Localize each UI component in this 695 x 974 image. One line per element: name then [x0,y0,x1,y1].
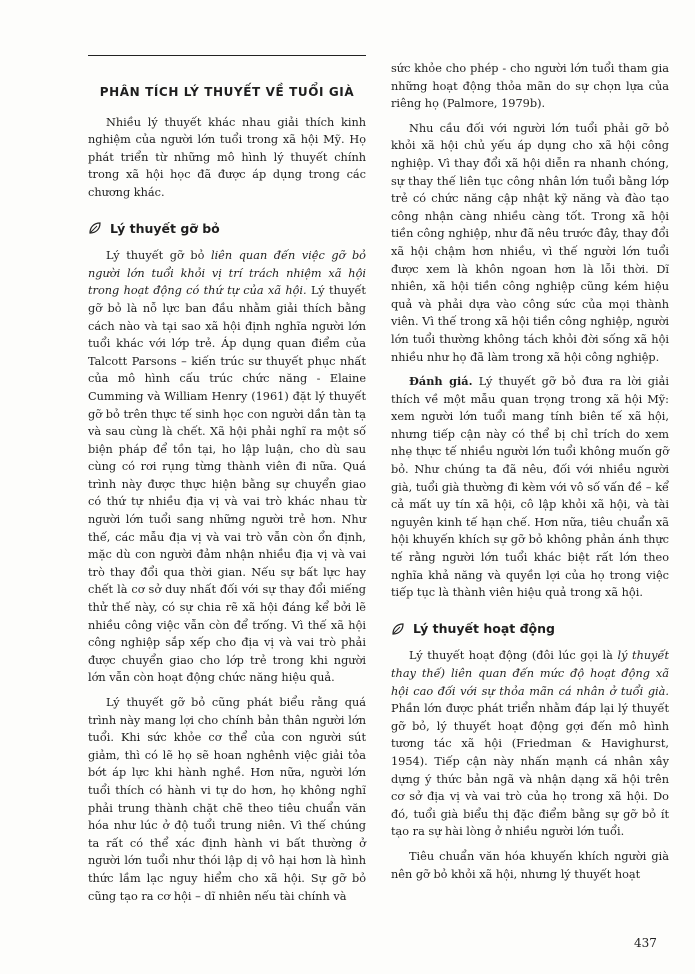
leaf-bullet-icon [391,622,405,636]
section-title: PHÂN TÍCH LÝ THUYẾT VỀ TUỔI GIÀ [99,85,355,99]
disengagement-definition: liên quan đến việc gỡ bỏ người lớn tuổi khỏi vị trí trách nhiệm xã hội trong hoạt động có thứ tự của xã hội. [88,249,366,298]
activity-paragraph-2: Tiêu chuẩn văn hóa khuyến khích người già nên gỡ bỏ khỏi xã hội, nhưng lý thuyết hoạt [391,849,669,881]
intro-paragraph: Nhiều lý thuyết khác nhau giải thích kinh nghiệm của người lớn tuổi trong xã hội Mỹ. Họ phát triển từ những mô hình lý thuyết chính trong xã hội học đã được áp dụng trong các chương khác. [88,115,366,199]
top-rule [88,55,366,56]
evaluation-label: Đánh giá. [409,374,473,389]
disengagement-paragraph-1: Lý thuyết gỡ bỏ liên quan đến việc gỡ bỏ người lớn tuổi khỏi vị trí trách nhiệm xã hội trong hoạt động có thứ tự của xã hội. Lý thuyết gỡ bỏ là nỗ lực ban đầu nhằm giải thích bằng cách nào và tại sao xã hội định nghĩa người lớn tuổi khác với lớp trẻ. Áp dụng quan điểm của Talcott Parsons – kiến trúc sư thuyết phục nhất của mô hình cấu trúc chức năng - Elaine Cumming và William Henry (1961) đặt lý thuyết gỡ bỏ trên thực tế sinh học con người dần tàn tạ và sau cùng là chết. Xã hội phải nghĩ ra một số biện pháp để tồn tại, ho lập luận, cho dù sau cùng có rơi rụng từng thành viên đi nữa. Quá trình này được thực hiện bằng sự chuyển giao có thứ tự nhiều địa vị và vai trò khác nhau từ người lớn tuổi sang những người trẻ hơn. Như thế, các mẫu địa vị và vai trò vẫn còn ổn định, mặc dù con người đảm nhận nhiều địa vị và vai trò thay đổi qua thời gian. Nếu sự bất lực hay chết là cơ sở duy nhất đối với sự thay đổi miếng thử thế này, có sự chia rẽ xã hội đáng kể bởi lẽ nhiều công việc vẫn còn để trống. Vì thế xã hội công nghiệp sắp xếp cho địa vị và vai trò phải được chuyển giao cho lớp trẻ trong khi người lớn vẫn còn hoạt động chức năng hiệu quả. [88,249,366,685]
evaluation-paragraph: Đánh giá. Lý thuyết gỡ bỏ đưa ra lời giải thích về một mẫu quan trọng trong xã hội Mỹ: xem người lớn tuổi mang tính biên tế xã hội, nhưng tiếp cận này có thể bị chỉ trích do xem nhẹ thực tế nhiều người lớn tuổi không muốn gỡ bỏ. Như chúng ta đã nêu, đối với nhiều người già, tuổi già thường đi kèm với vô số vấn đề – kể cả mất uy tín xã hội, cô lập khỏi xã hội, và tài nguyên kinh tế hạn chế. Hơn nữa, tiêu chuẩn xã hội khuyến khích sự gỡ bỏ không phản ánh thực tế rằng người lớn tuổi khác biệt rất lớn theo nghĩa khả năng và quyền lợi của họ trong việc tiếp tục là thành viên hiệu quả trong xã hội. [391,374,670,600]
activity-definition: lý thuyết thay thế) liên quan đến mức độ hoạt động xã hội cao đối với sự thỏa mãn cá nhân ở tuổi già. [391,649,669,698]
disengagement-paragraph-3: sức khỏe cho phép - cho người lớn tuổi tham gia những hoạt động thỏa mãn do sự chọn lựa của riêng họ (Palmore, 1979b). [391,62,669,111]
activity-heading [391,620,669,638]
page-number: 437 [634,936,657,950]
activity-paragraph-1: Lý thuyết hoạt động (đôi lúc gọi là lý thuyết thay thế) liên quan đến mức độ hoạt động xã hội cao đối với sự thỏa mãn cá nhân ở tuổi già. Phần lớn được phát triển nhằm đáp lại lý thuyết gỡ bỏ, lý thuyết hoạt động gợi đến mô hình tương tác xã hội (Friedman & Havighurst, 1954). Tiếp cận này nhấn mạnh cá nhân xây dựng ý thức bản ngã và nhận dạng xã hội trên cơ sở địa vị và vai trò của họ trong xã hội. Do đó, tuổi già biểu thị đặc điểm bằng sự gỡ bỏ ít tạo ra sự hài lòng ở nhiều người lớn tuổi. [391,649,669,839]
activity-heading-text: Lý thuyết hoạt động [413,620,555,636]
leaf-bullet-icon [88,221,102,235]
disengagement-paragraph-2: Lý thuyết gỡ bỏ cũng phát biểu rằng quá trình này mang lợi cho chính bản thân người lớn tuổi. Khi sức khỏe cơ thể của con người sút giảm, thì có lẽ họ sẽ hoan nghênh việc giải tỏa bớt áp lực khi hành nghề. Hơn nữa, người lớn tuổi thích có hành vi tự do hơn, họ không nghĩ phải trung thành chặt chẽ theo tiêu chuẩn văn hóa như lúc ở độ tuổi trung niên. Vì thế chúng ta rất có thể xác định hành vi bất thường ở người lớn tuổi như thói lập dị vô hại hơn là hình thức lầm lạc nguy hiểm cho xã hội. Sự gỡ bỏ cũng tạo ra cơ hội – dĩ nhiên nếu tài chính và [88,696,366,903]
right-column [391,60,669,890]
left-column [88,60,366,912]
disengagement-heading-text: Lý thuyết gỡ bỏ [110,220,220,236]
disengagement-paragraph-4: Nhu cầu đối với người lớn tuổi phải gỡ bỏ khỏi xã hội chủ yếu áp dụng cho xã hội công nghiệp. Vì thay đổi xã hội diễn ra nhanh chóng, sự thay thế liên tục công nhân lớn tuổi bằng lớp trẻ có chức năng cập nhật kỹ năng và đào tạo công nhận càng nhiều càng tốt. Trong xã hội tiền công nghiệp, như đã nêu trước đây, thay đổi xã hội chậm hơn nhiều, vì thế người lớn tuổi được xem là khôn ngoan hơn là lỗi thời. Dĩ nhiên, xã hội tiền công nghiệp cũng kém hiệu quả và phải dựa vào công sức của mọi thành viên. Vì thế trong xã hội tiền công nghiệp, người lớn tuổi thường không tách khỏi đời sống xã hội nhiều như họ đã làm trong xã hội công nghiệp. [391,121,669,364]
disengagement-heading [88,220,366,238]
